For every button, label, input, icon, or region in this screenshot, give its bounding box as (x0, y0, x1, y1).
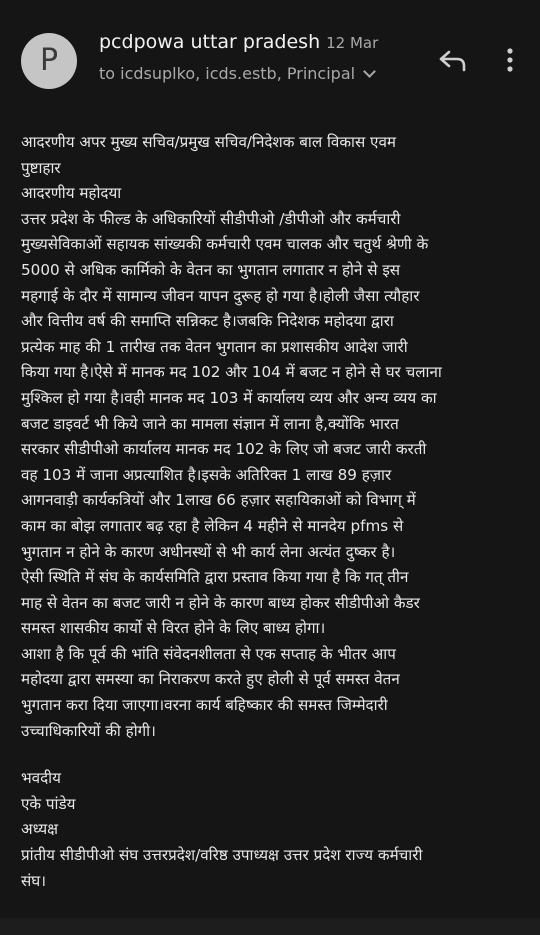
signature-line: संघ। (21, 871, 46, 890)
email-body-line: 5000 से अधिक कार्मिको के वेतन का भुगतान लगातार न होने से इस (21, 260, 401, 279)
recipients-toggle[interactable] (99, 64, 374, 83)
email-body-line: बजट डाइवर्ट भी किये जाने का मामला संज्ञान में लाना है,क्योंकि भारत (21, 414, 399, 433)
sender-avatar[interactable]: P (21, 33, 77, 89)
signature-line: प्रांतीय सीडीपीओ संघ उत्तरप्रदेश/वरिष्ठ उपाध्यक्ष उत्तर प्रदेश राज्य कर्मचारी (21, 846, 423, 865)
signature-line: अध्यक्ष (21, 820, 59, 839)
email-body-line: उच्चाधिकारियों की होगी। (21, 721, 156, 740)
sender-name[interactable]: pcdpowa uttar pradesh (99, 31, 321, 53)
email-body-line: उत्तर प्रदेश के फील्ड के अधिकारियों सीडीपीओ /डीपीओ और कर्मचारी (21, 209, 401, 228)
email-body-line: महोदया द्वारा समस्या का निराकरण करते हुए होली से पूर्व समस्त वेतन (21, 670, 400, 689)
email-body-line: काम का बोझ लगातार बढ़ रहा है लेकिन 4 महीने से मानदेय pfms से (21, 516, 404, 535)
email-body-line: महगाई के दौर में सामान्य जीवन यापन दुरूह हो गया है।होली जैसा त्यौहार (21, 286, 420, 305)
reply-icon[interactable] (437, 46, 469, 74)
email-body-line: आदरणीय महोदया (21, 184, 122, 203)
sender-line (99, 31, 378, 53)
email-body-line: माह से वेतन का बजट जारी न होने के कारण बाध्य होकर सीडीपीओ कैडर (21, 593, 420, 612)
signature-line: एके पांडेय (21, 794, 76, 813)
email-body-line: किया गया है।ऐसे में मानक मद 102 और 104 में बजट न होने से घर चलाना (21, 363, 442, 382)
email-body-line: भुगतान करा दिया जाएगा।वरना कार्य बहिष्कार की समस्त जिम्मेदारी (21, 696, 388, 715)
bottom-bar (0, 918, 540, 935)
email-body (21, 130, 526, 894)
chevron-down-icon[interactable] (363, 65, 376, 78)
email-body-line: ऐसी स्थिति में संघ के कार्यसमिति द्वारा प्रस्ताव किया गया है कि गत् तीन (21, 568, 409, 587)
email-body-line: पुष्टाहार (21, 158, 61, 177)
email-signature (21, 766, 526, 894)
email-header (0, 0, 540, 110)
email-body-line: आगनवाड़ी कार्यकत्रियों और 1लाख 66 हज़ार सहायिकाओं को विभाग् में (21, 491, 416, 510)
more-vert-icon[interactable] (498, 46, 522, 74)
email-body-line: प्रत्येक माह की 1 तारीख तक वेतन भुगतान का प्रशासकीय आदेश जारी (21, 337, 408, 356)
email-body-line: आशा है कि पूर्व की भांति संवेदनशीलता से एक सप्ताह के भीतर आप (21, 644, 396, 663)
email-body-line: समस्त शासकीय कार्यो से विरत होने के लिए बाध्य होगा। (21, 619, 326, 638)
signature-line: भवदीय (21, 769, 61, 788)
email-body-line: और वित्तीय वर्ष की समाप्ति सन्निकट है।जबकि निदेशक महोदया द्वारा (21, 312, 394, 331)
email-body-line: भुगतान न होने के कारण अधीनस्थों से भी कार्य लेना अत्यंत दुष्कर है। (21, 542, 396, 561)
email-body-line: सरकार सीडीपीओ कार्यालय मानक मद 102 के लिए जो बजट जारी करती (21, 440, 427, 459)
email-body-line: मुख्यसेविकाओं सहायक सांख्यकी कर्मचारी एवम चालक और चतुर्थ श्रेणी के (21, 235, 429, 254)
email-body-line: मुश्किल हो गया है।वही मानक मद 103 में कार्यालय व्यय और अन्य व्यय का (21, 388, 437, 407)
email-body-line: आदरणीय अपर मुख्य सचिव/प्रमुख सचिव/निदेशक बाल विकास एवम (21, 133, 396, 151)
email-body-line: वह 103 में जाना अप्रत्याशित है।इसके अतिरिक्त 1 लाख 89 हज़ार (21, 465, 392, 484)
recipients-text: to icdsuplko, icds.estb, Principal (99, 64, 356, 83)
email-date: 12 Mar (326, 34, 379, 52)
